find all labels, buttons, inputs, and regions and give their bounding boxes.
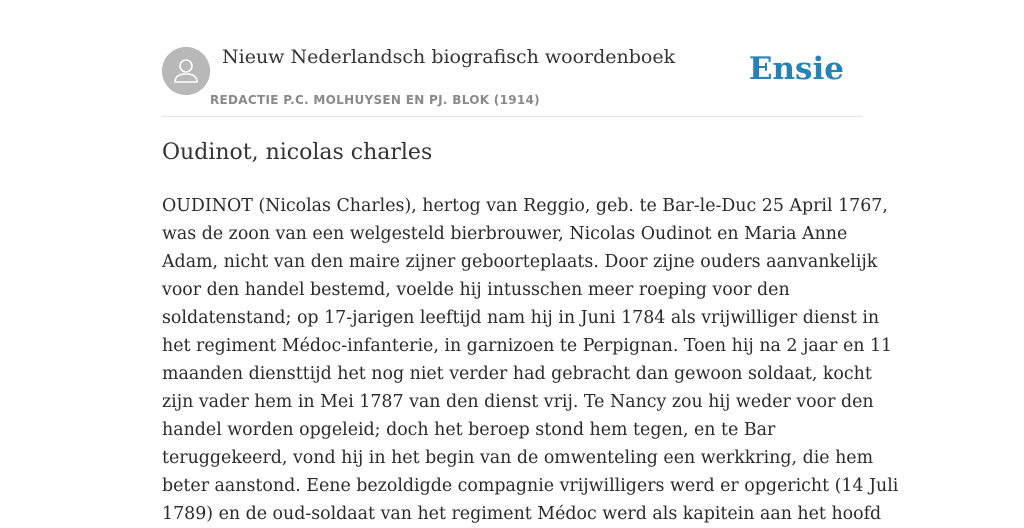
body-line: het regiment Médoc-infanterie, in garnizoen te Perpignan. Toen hij na 2 jaar en 11 [162, 336, 893, 356]
body-line: voor den handel bestemd, voelde hij intusschen meer roeping voor den [162, 280, 790, 300]
body-line: OUDINOT (Nicolas Charles), hertog van Reggio, geb. te Bar-le-Duc 25 April 1767, [162, 196, 888, 216]
body-line: soldatenstand; op 17-jarigen leeftijd nam hij in Juni 1784 als vrijwilliger dienst in [162, 308, 880, 328]
body-line: handel worden opgeleid; doch het beroep stond hem tegen, en te Bar [162, 420, 776, 440]
source-header [162, 46, 862, 117]
body-line: 1789) en de oud-soldaat van het regiment Médoc werd als kapitein aan het hoofd [162, 504, 882, 524]
body-line: teruggekeerd, vond hij in het begin van de omwenteling een werkkring, die hem [162, 448, 874, 468]
source-subtitle: REDACTIE P.C. MOLHUYSEN EN PJ. BLOK (1914) [210, 93, 540, 107]
body-line: zijn vader hem in Mei 1787 van den dienst vrij. Te Nancy zou hij weder voor den [162, 392, 874, 412]
body-line: Adam, nicht van den maire zijner geboorteplaats. Door zijne ouders aanvankelijk [162, 252, 878, 272]
entry-title: Oudinot, nicolas charles [162, 140, 433, 165]
body-line: was de zoon van een welgesteld bierbrouwer, Nicolas Oudinot en Maria Anne [162, 224, 848, 244]
body-line: beter aanstond. Eene bezoldigde compagnie vrijwilligers werd er opgericht (14 Juli [162, 476, 899, 496]
user-icon[interactable] [162, 47, 210, 95]
ensie-logo[interactable]: Ensie [748, 51, 844, 87]
body-line: maanden diensttijd het nog niet verder had gebracht dan gewoon soldaat, kocht [162, 364, 872, 384]
source-title[interactable]: Nieuw Nederlandsch biografisch woordenboek [222, 46, 676, 68]
entry-body [162, 192, 899, 528]
